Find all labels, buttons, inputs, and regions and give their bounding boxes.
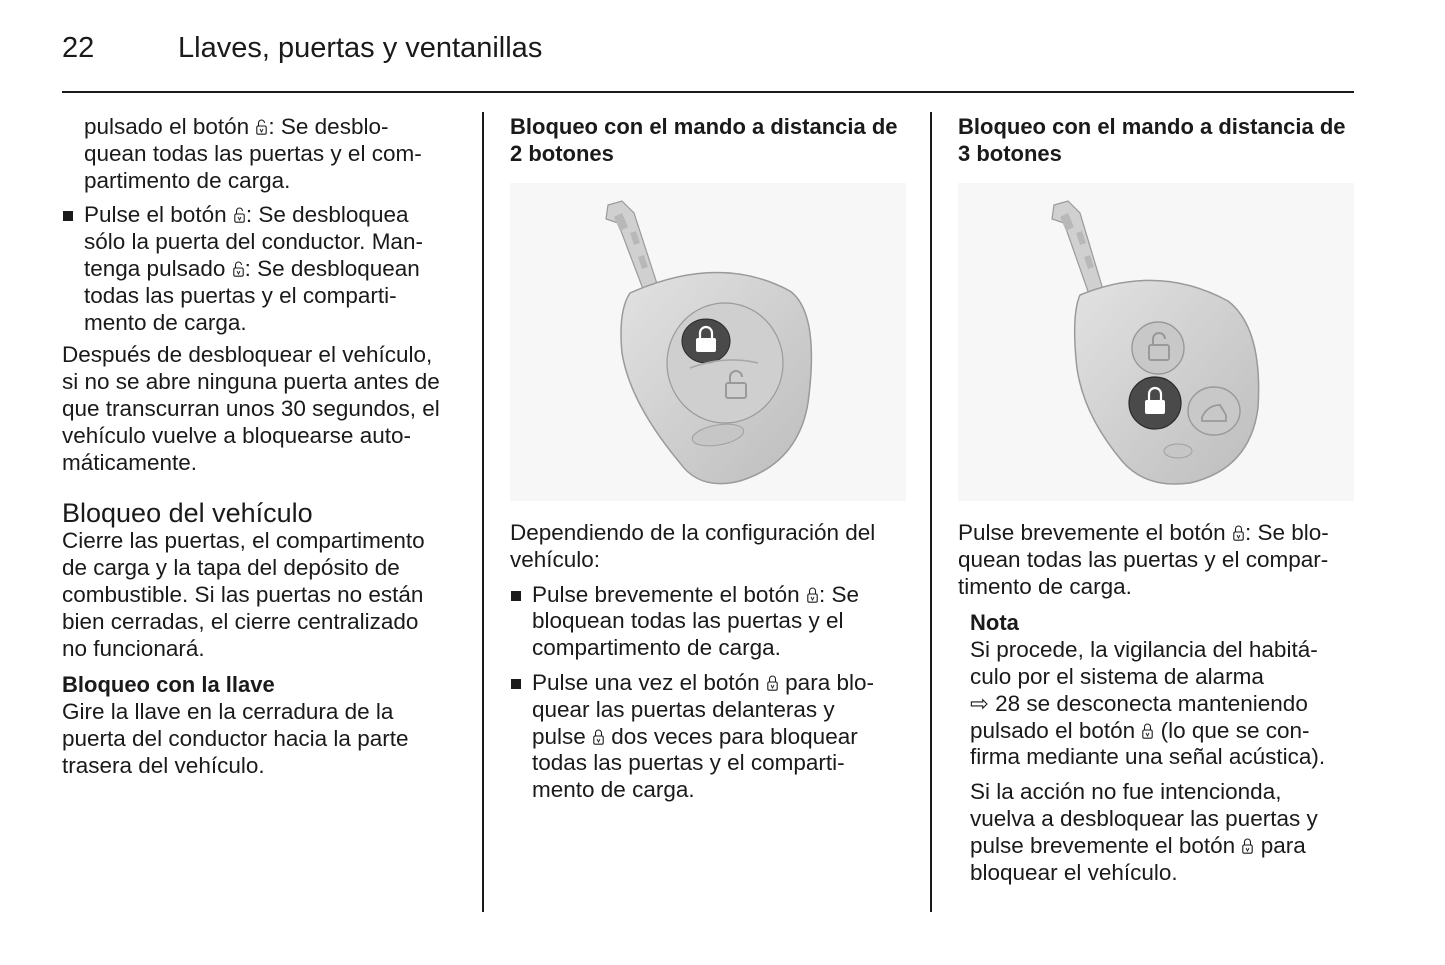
column-divider-1 [482,112,484,912]
auto-relock-paragraph: Después de desbloquear el vehículo, si no se abre ninguna puerta antes de que transcurran unos 30 segundos, el vehículo vuelve a bloquearse auto- máticamente. [62,342,440,475]
bullet-item-lock-all: Pulse brevemente el botón : Se bloquean todas las puertas y el compartimento de carga. [510,582,910,662]
lock-icon [807,587,818,603]
column-2 [510,114,910,168]
key-blade [1052,201,1104,297]
column-2-body [510,520,910,804]
note-title: Nota [970,610,1019,636]
header-rule [62,91,1354,93]
unlock-icon [233,261,244,277]
bullet-square-icon [63,211,73,221]
bullet-item-lock-front: Pulse una vez el botón para blo- quear las puertas delanteras y pulse dos veces para bloquear todas las puertas y el comparti- mento de carga. [510,670,910,804]
page-header [62,30,1354,92]
figure-2-button-remote [510,183,906,501]
unlock-icon [234,207,245,223]
configuration-paragraph: Dependiendo de la configuración del vehículo: [510,520,876,572]
column-1 [62,114,467,780]
lock-icon [1233,525,1244,541]
key-lock-paragraph: Gire la llave en la cerradura de la puerta del conductor hacia la parte trasera del vehículo. [62,699,409,778]
bullet-item-unlock-driver: Pulse el botón : Se desbloquea sólo la puerta del conductor. Man- tenga pulsado : Se desbloquean todas las puertas y el comparti- mento de carga. [62,202,467,336]
unlock-icon [256,119,267,135]
subheading-3-button-remote: Bloqueo con el mando a distancia de 3 botones [958,114,1346,166]
column-3-body [958,520,1358,886]
page-reference: ⇨ 28 se desconecta manteniendo [970,690,1308,716]
subheading-key-lock: Bloqueo con la llave [62,672,275,698]
page-number: 22 [62,32,95,64]
note-block [958,610,1358,886]
note-paragraph-relock: Si la acción no fue intencionda, vuelva a desbloquear las puertas y pulse brevemente el botón para bloquear el vehículo. [970,779,1318,885]
lock-3-button-paragraph: Pulse brevemente el botón : Se blo- quean todas las puertas y el compar- timento de carga. [958,520,1329,599]
page-title: Llaves, puertas y ventanillas [178,32,543,64]
lock-icon [1242,838,1253,854]
lock-icon [767,675,778,691]
bullet-square-icon [511,679,521,689]
section-heading-bloqueo: Bloqueo del vehículo [62,498,313,529]
figure-3-button-remote [958,183,1354,501]
lock-icon [593,729,604,745]
column-divider-2 [930,112,932,912]
lock-icon [1142,723,1153,739]
continued-text: pulsado el botón : Se desblo- quean todas las puertas y el com- partimento de carga. [84,114,422,193]
column-3 [958,114,1354,168]
subheading-2-button-remote: Bloqueo con el mando a distancia de 2 botones [510,114,898,166]
lock-vehicle-paragraph: Cierre las puertas, el compartimento de carga y la tapa del depósito de combustible. Si las puertas no están bien cerradas, el cierre centralizado no funcionará. [62,528,425,661]
bullet-square-icon [511,591,521,601]
note-paragraph-alarm: Si procede, la vigilancia del habitá- culo por el sistema de alarma ⇨ 28 se desconecta manteniendo pulsado el botón (lo que se con- firma mediante una señal acústica). [970,637,1358,771]
key-blade [606,201,660,297]
